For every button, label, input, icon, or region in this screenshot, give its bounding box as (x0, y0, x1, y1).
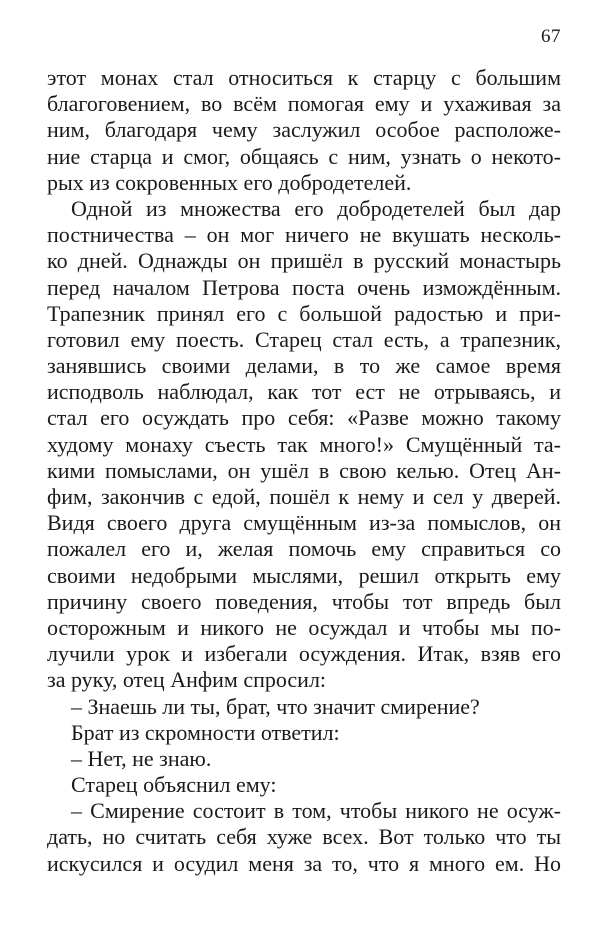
text-line: дать, но считать себя хуже всех. Вот только что ты (47, 824, 561, 850)
text-line: худому монаху съесть так много!» Смущённый та- (47, 431, 561, 457)
text-line: Брат из скромности ответил: (71, 719, 340, 745)
text-line: постничества – он мог ничего не вкушать несколь- (47, 222, 561, 248)
text-line: за руку, отец Анфим спросил: (47, 667, 327, 693)
text-line: – Нет, не знаю. (71, 745, 212, 771)
text-line: искусился и осудил меня за то, что я много ем. Но (47, 850, 561, 876)
text-line: осторожным и никого не осуждал и чтобы мы по- (47, 614, 561, 640)
text-line: Трапезник принял его с большой радостью и при- (47, 300, 561, 326)
text-line: стал его осуждать про себя: «Разве можно такому (47, 405, 561, 431)
text-line: – Смирение состоит в том, чтобы никого не осуж- (71, 798, 561, 824)
text-line: исподволь наблюдал, как тот ест не отрываясь, и (47, 379, 561, 405)
text-line: – Знаешь ли ты, брат, что значит смирение? (71, 693, 480, 719)
text-line: благоговением, во всём помогая ему и ухаживая за (47, 91, 561, 117)
text-line: перед началом Петрова поста очень измождённым. (47, 274, 561, 300)
text-line: готовил ему поесть. Старец стал есть, а трапезник, (47, 326, 561, 352)
text-line: Старец объяснил ему: (71, 772, 277, 798)
text-line: причину своего поведения, чтобы тот впредь был (47, 588, 561, 614)
text-line: ко дней. Однажды он пришёл в русский монастырь (47, 248, 561, 274)
text-line: пожалел его и, желая помочь ему справиться со (47, 536, 561, 562)
text-line: занявшись своими делами, в то же самое время (47, 353, 561, 379)
text-line: Одной из множества его добродетелей был дар (71, 195, 561, 221)
text-line: своими недобрыми мыслями, решил открыть ему (47, 562, 561, 588)
body-text (47, 65, 561, 877)
text-line: кими помыслами, он ушёл в свою келью. Отец Ан- (47, 457, 561, 483)
text-line: этот монах стал относиться к старцу с большим (47, 65, 561, 90)
text-line: Видя своего друга смущённым из-за помыслов, он (47, 510, 561, 536)
text-line: ним, благодаря чему заслужил особое расположе- (47, 117, 561, 143)
text-line: фим, закончив с едой, пошёл к нему и сел у дверей. (47, 484, 561, 509)
text-line: ние старца и смог, общаясь с ним, узнать о некото- (47, 143, 561, 169)
text-line: лучили урок и избегали осуждения. Итак, взяв его (47, 641, 561, 667)
page-number: 67 (541, 26, 561, 47)
text-line: рых из сокровенных его добродетелей. (47, 169, 412, 195)
